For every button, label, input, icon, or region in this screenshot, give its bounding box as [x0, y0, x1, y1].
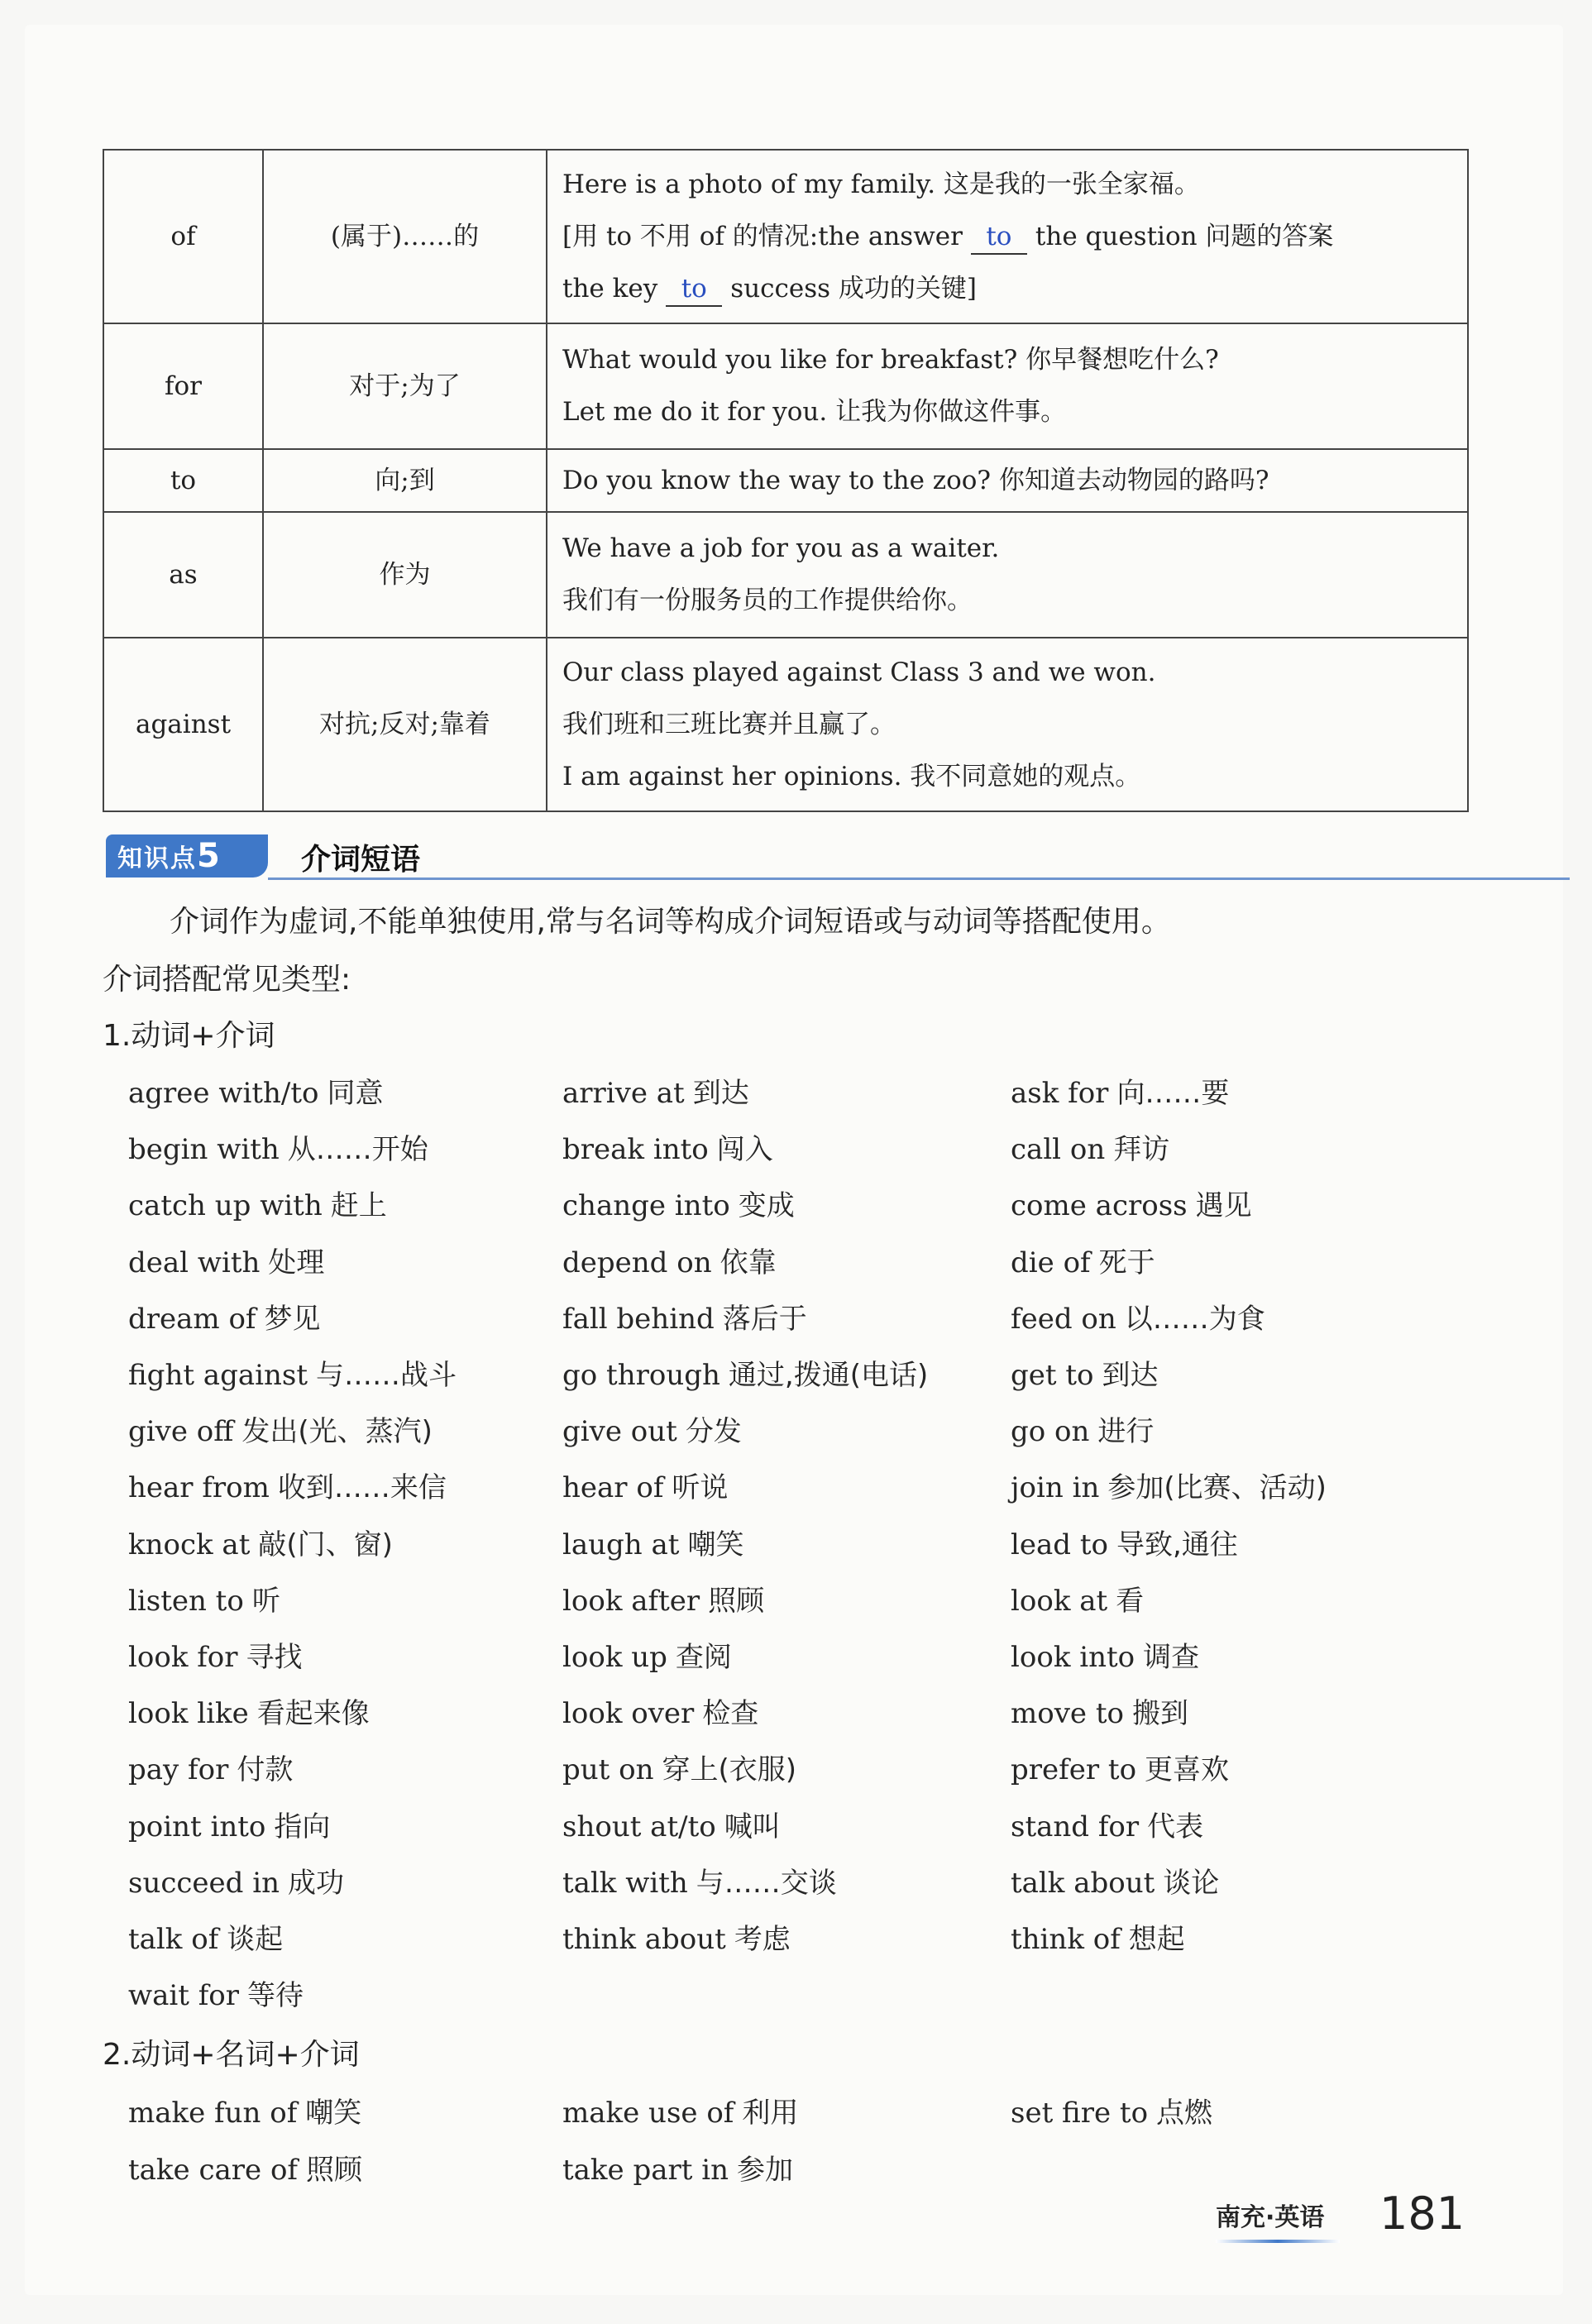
phrase-english: think of	[1011, 1923, 1121, 1956]
phrase-item	[1011, 1073, 1229, 1114]
phrase-chinese: 落后于	[722, 1302, 807, 1336]
phrase-item	[562, 1524, 743, 1566]
example-line: 我们有一份服务员的工作提供给你。	[562, 586, 973, 615]
phrase-chinese: 检查	[702, 1697, 759, 1731]
phrase-chinese: 更喜欢	[1145, 1753, 1230, 1787]
phrase-chinese: 到达	[692, 1077, 749, 1110]
phrase-chinese: 嘲笑	[305, 2097, 362, 2130]
phrase-english: prefer to	[1011, 1753, 1137, 1787]
phrase-item	[1011, 1524, 1238, 1566]
phrase-english: talk with	[562, 1866, 688, 1900]
phrase-item	[562, 1580, 764, 1622]
phrase-english: agree with/to	[128, 1077, 319, 1110]
phrase-chinese: 通过,拨通(电话)	[728, 1359, 929, 1392]
phrase-english: listen to	[128, 1584, 244, 1618]
example-line: We have a job for you as a waiter.	[562, 533, 1000, 563]
intro-paragraph: 介词作为虚词,不能单独使用,常与名词等构成介词短语或与动词等搭配使用。	[170, 905, 1171, 939]
meaning-cell: (属于)……的	[263, 150, 547, 323]
phrase-chinese: 以……为食	[1124, 1302, 1265, 1336]
example-cell	[547, 638, 1468, 811]
phrase-chinese: 指向	[274, 1810, 331, 1843]
phrase-chinese: 穿上(衣服)	[662, 1753, 797, 1787]
phrase-english: take care of	[128, 2154, 299, 2187]
table-row	[103, 323, 1468, 449]
phrase-english: change into	[562, 1189, 730, 1223]
phrase-item	[1011, 1411, 1154, 1452]
phrase-item	[562, 1411, 742, 1452]
example-line: Let me do it for you. 让我为你做这件事。	[562, 397, 1067, 427]
phrase-chinese: 向……要	[1116, 1077, 1230, 1110]
footer-underline	[1216, 2240, 1340, 2243]
meaning-cell: 作为	[263, 512, 547, 638]
phrase-item	[128, 1524, 393, 1566]
phrase-item	[562, 1355, 928, 1396]
phrase-english: deal with	[128, 1246, 261, 1279]
table-row	[103, 449, 1468, 512]
phrase-english: make use of	[562, 2097, 734, 2130]
phrase-chinese: 成功	[288, 1866, 345, 1900]
phrase-english: break into	[562, 1133, 709, 1167]
phrase-item	[1011, 1355, 1159, 1396]
phrase-chinese: 收到……来信	[277, 1471, 447, 1505]
phrase-item	[1011, 1806, 1203, 1848]
phrase-english: look after	[562, 1584, 700, 1618]
phrase-item	[128, 2092, 361, 2134]
phrase-english: think about	[562, 1923, 726, 1956]
phrase-item	[1011, 1637, 1199, 1678]
footer-label: 南充·英语	[1216, 2203, 1325, 2232]
phrase-chinese: 从……开始	[287, 1133, 428, 1167]
phrase-item	[128, 1298, 321, 1340]
example-line	[562, 211, 1467, 263]
phrase-chinese: 考虑	[734, 1923, 791, 1956]
table-row	[103, 638, 1468, 811]
phrase-item	[562, 1749, 796, 1791]
phrase-chinese: 看起来像	[256, 1697, 370, 1731]
word-cell: of	[103, 150, 263, 323]
example-cell	[547, 449, 1468, 512]
phrase-chinese: 点燃	[1156, 2097, 1213, 2130]
phrase-chinese: 变成	[738, 1189, 795, 1223]
section-header	[103, 831, 1467, 881]
example-cell	[547, 512, 1468, 638]
table-row	[103, 150, 1468, 323]
phrase-chinese: 付款	[237, 1753, 294, 1787]
phrase-chinese: 依靠	[720, 1246, 777, 1279]
phrase-chinese: 听说	[672, 1471, 729, 1505]
phrase-english: talk about	[1011, 1866, 1155, 1900]
example-line: Do you know the way to the zoo? 你知道去动物园的路吗?	[562, 465, 1269, 495]
phrase-chinese: 代表	[1147, 1810, 1204, 1843]
phrase-english: shout at/to	[562, 1810, 716, 1843]
phrase-item	[128, 1863, 344, 1904]
phrase-english: die of	[1011, 1246, 1091, 1279]
phrase-english: look into	[1011, 1641, 1135, 1674]
phrase-item	[562, 2149, 793, 2191]
example-text: [用 to 不用 of 的情况:the answer	[562, 221, 963, 251]
phrase-english: feed on	[1011, 1302, 1116, 1336]
page-number: 181	[1379, 2188, 1465, 2240]
phrase-item	[1011, 1863, 1219, 1904]
phrase-english: ask for	[1011, 1077, 1109, 1110]
example-line: Here is a photo of my family. 这是我的一张全家福。	[562, 169, 1200, 199]
meaning-cell: 对于;为了	[263, 323, 547, 449]
phrase-item	[128, 1637, 303, 1678]
phrase-english: point into	[128, 1810, 266, 1843]
phrase-chinese: 梦见	[264, 1302, 321, 1336]
phrase-english: depend on	[562, 1246, 712, 1279]
phrase-item	[128, 2149, 362, 2191]
phrase-item	[562, 1073, 749, 1114]
word-cell: against	[103, 638, 263, 811]
phrase-chinese: 分发	[685, 1415, 742, 1449]
phrase-chinese: 看	[1116, 1584, 1145, 1618]
phrase-item	[128, 1806, 330, 1848]
phrase-item	[562, 1467, 728, 1509]
phrase-item	[128, 1073, 383, 1114]
preposition-table	[103, 149, 1469, 812]
phrase-chinese: 进行	[1097, 1415, 1155, 1449]
phrase-chinese: 发出(光、蒸汽)	[241, 1415, 433, 1449]
word-cell: for	[103, 323, 263, 449]
phrase-chinese: 导致,通往	[1116, 1528, 1238, 1561]
phrase-item	[128, 1411, 433, 1452]
phrase-english: hear from	[128, 1471, 270, 1505]
phrase-chinese: 处理	[268, 1246, 325, 1279]
phrase-chinese: 调查	[1143, 1641, 1200, 1674]
phrase-item	[562, 1693, 758, 1734]
phrase-item	[562, 1919, 791, 1960]
phrase-english: knock at	[128, 1528, 251, 1561]
badge-text: 知识点	[117, 844, 197, 873]
example-text: the key	[562, 273, 658, 304]
phrase-item	[1011, 1919, 1185, 1960]
phrase-item	[1011, 1749, 1229, 1791]
phrase-item	[128, 1693, 370, 1734]
phrase-chinese: 利用	[742, 2097, 799, 2130]
phrase-english: go on	[1011, 1415, 1090, 1449]
example-line: Our class played against Class 3 and we won.	[562, 657, 1156, 687]
phrase-english: pay for	[128, 1753, 229, 1787]
phrase-chinese: 参加(比赛、活动)	[1107, 1471, 1327, 1505]
phrase-item	[128, 1975, 304, 2016]
phrase-english: look for	[128, 1641, 238, 1674]
phrase-chinese: 照顾	[306, 2154, 363, 2187]
phrase-item	[128, 1919, 283, 1960]
phrase-chinese: 与……战斗	[316, 1359, 457, 1392]
phrase-chinese: 与……交谈	[696, 1866, 837, 1900]
fill-blank: to	[666, 272, 722, 307]
example-cell	[547, 323, 1468, 449]
phrase-english: arrive at	[562, 1077, 685, 1110]
phrase-item	[128, 1129, 428, 1170]
phrase-chinese: 搬到	[1131, 1697, 1188, 1731]
phrase-item	[562, 1298, 807, 1340]
phrase-chinese: 死于	[1098, 1246, 1155, 1279]
phrase-english: look at	[1011, 1584, 1108, 1618]
word-cell: as	[103, 512, 263, 638]
phrase-item	[562, 1129, 773, 1170]
phrase-english: hear of	[562, 1471, 664, 1505]
fill-blank: to	[971, 220, 1027, 255]
phrase-chinese: 想起	[1128, 1923, 1185, 1956]
badge-number: 5	[197, 837, 222, 875]
example-line: 我们班和三班比赛并且赢了。	[562, 709, 896, 739]
phrase-english: succeed in	[128, 1866, 280, 1900]
phrase-chinese: 敲(门、窗)	[258, 1528, 393, 1561]
phrase-english: come across	[1011, 1189, 1188, 1223]
phrase-chinese: 参加	[737, 2154, 793, 2187]
phrase-english: begin with	[128, 1133, 280, 1167]
phrase-chinese: 喊叫	[724, 1810, 781, 1843]
phrase-english: wait for	[128, 1979, 240, 2013]
phrase-english: get to	[1011, 1359, 1094, 1392]
phrase-english: catch up with	[128, 1189, 323, 1223]
phrase-english: join in	[1011, 1471, 1100, 1505]
knowledge-point-badge	[106, 834, 268, 877]
phrase-english: fall behind	[562, 1302, 715, 1336]
phrase-item	[562, 1185, 795, 1227]
phrase-item	[1011, 1129, 1169, 1170]
phrase-chinese: 闯入	[716, 1133, 773, 1167]
phrase-item	[562, 2092, 798, 2134]
example-cell	[547, 150, 1468, 323]
phrase-item	[128, 1580, 280, 1622]
phrase-chinese: 照顾	[708, 1584, 765, 1618]
phrase-item	[562, 1863, 837, 1904]
phrase-item	[128, 1467, 447, 1509]
types-label: 介词搭配常见类型:	[103, 963, 351, 997]
phrase-english: give off	[128, 1415, 234, 1449]
phrase-english: look like	[128, 1697, 249, 1731]
phrase-english: give out	[562, 1415, 677, 1449]
phrase-item	[1011, 1185, 1252, 1227]
section-divider	[268, 877, 1570, 880]
phrase-chinese: 遇见	[1195, 1189, 1252, 1223]
phrase-item	[128, 1242, 324, 1284]
phrase-english: talk of	[128, 1923, 219, 1956]
meaning-cell: 对抗;反对;靠着	[263, 638, 547, 811]
phrase-item	[1011, 2092, 1212, 2134]
phrase-chinese: 谈起	[227, 1923, 284, 1956]
example-line: I am against her opinions. 我不同意她的观点。	[562, 761, 1141, 791]
example-text: the question 问题的答案	[1035, 221, 1334, 251]
phrase-chinese: 同意	[327, 1077, 384, 1110]
phrase-item	[1011, 1467, 1327, 1509]
phrase-item	[128, 1749, 293, 1791]
phrase-item	[562, 1637, 732, 1678]
phrase-english: make fun of	[128, 2097, 298, 2130]
phrase-item	[1011, 1242, 1155, 1284]
phrase-chinese: 赶上	[330, 1189, 387, 1223]
word-cell: to	[103, 449, 263, 512]
phrase-item	[1011, 1580, 1144, 1622]
phrase-item	[562, 1242, 777, 1284]
phrase-english: move to	[1011, 1697, 1124, 1731]
example-line	[562, 263, 1467, 315]
group1-title: 1.动词+介词	[103, 1019, 275, 1053]
phrase-chinese: 到达	[1102, 1359, 1159, 1392]
group2-title: 2.动词+名词+介词	[103, 2038, 360, 2072]
section-title: 介词短语	[301, 843, 421, 877]
phrase-english: laugh at	[562, 1528, 680, 1561]
phrase-english: set fire to	[1011, 2097, 1149, 2130]
phrase-chinese: 寻找	[246, 1641, 303, 1674]
phrase-item	[1011, 1298, 1265, 1340]
phrase-english: look up	[562, 1641, 667, 1674]
example-line: What would you like for breakfast? 你早餐想吃什么?	[562, 345, 1219, 375]
phrase-chinese: 等待	[247, 1979, 304, 2013]
phrase-english: look over	[562, 1697, 695, 1731]
phrase-item	[562, 1806, 781, 1848]
phrase-english: stand for	[1011, 1810, 1140, 1843]
meaning-cell: 向;到	[263, 449, 547, 512]
phrase-item	[128, 1185, 387, 1227]
phrase-english: call on	[1011, 1133, 1106, 1167]
phrase-english: fight against	[128, 1359, 308, 1392]
phrase-english: put on	[562, 1753, 654, 1787]
table-row	[103, 512, 1468, 638]
phrase-item	[1011, 1693, 1188, 1734]
phrase-chinese: 查阅	[675, 1641, 732, 1674]
phrase-chinese: 拜访	[1113, 1133, 1170, 1167]
phrase-chinese: 听	[251, 1584, 280, 1618]
phrase-chinese: 谈论	[1163, 1866, 1220, 1900]
example-text: success 成功的关键]	[730, 273, 977, 304]
phrase-item	[128, 1355, 457, 1396]
phrase-chinese: 嘲笑	[687, 1528, 744, 1561]
phrase-english: lead to	[1011, 1528, 1108, 1561]
phrase-english: take part in	[562, 2154, 729, 2187]
phrase-english: go through	[562, 1359, 720, 1392]
phrase-english: dream of	[128, 1302, 256, 1336]
